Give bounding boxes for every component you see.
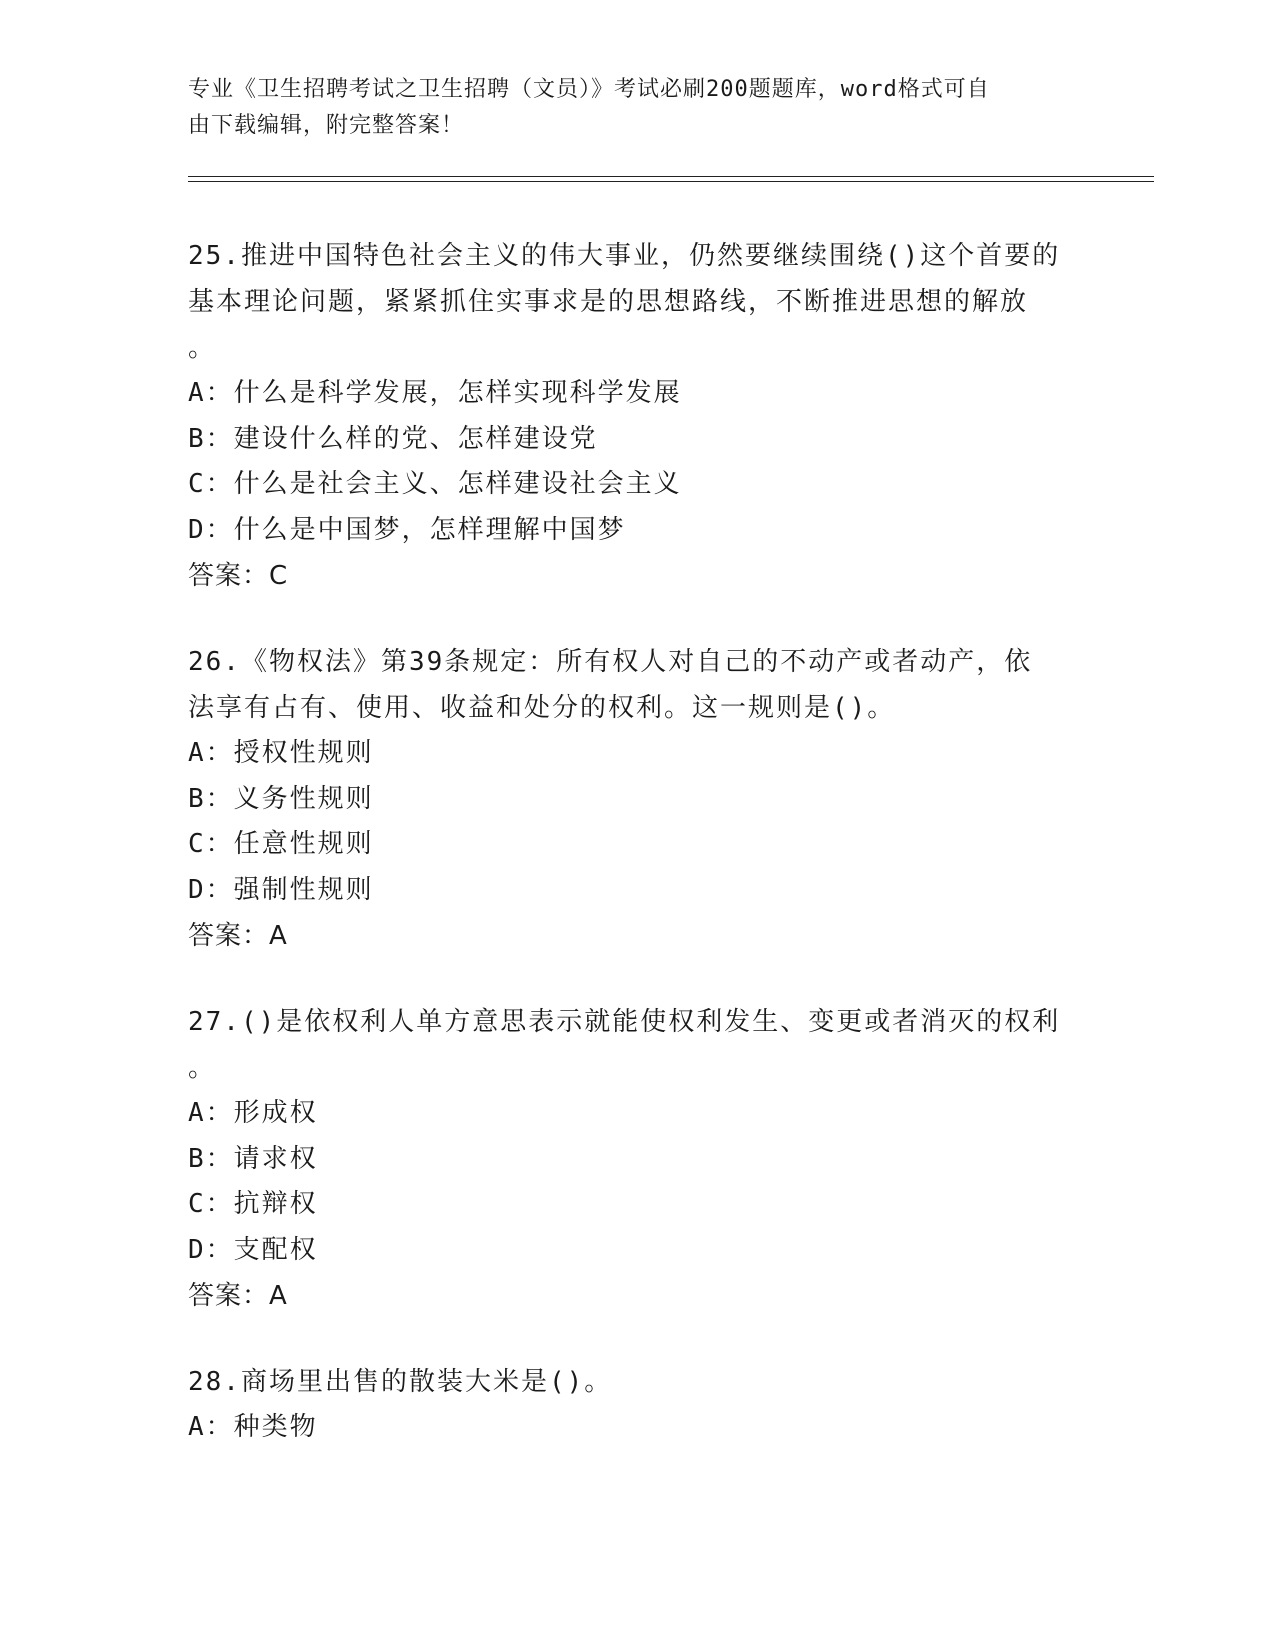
option-d: D：什么是中国梦，怎样理解中国梦 bbox=[188, 514, 626, 545]
question-text bbox=[188, 233, 1088, 371]
question-text-line: 基本理论问题，紧紧抓住实事求是的思想路线，不断推进思想的解放 bbox=[188, 287, 1029, 317]
header-line-2: 由下载编辑，附完整答案！ bbox=[188, 113, 465, 138]
option-a: A：种类物 bbox=[188, 1412, 318, 1442]
answer: 答案：A bbox=[188, 921, 288, 951]
answer: 答案：A bbox=[188, 1281, 288, 1311]
question-text-line: 。 bbox=[188, 333, 217, 363]
header-divider-bottom bbox=[188, 181, 1154, 182]
question-text-line: 27.()是依权利人单方意思表示就能使权利发生、变更或者消灭的权利 bbox=[188, 1007, 1061, 1037]
question-text-line: 25.推进中国特色社会主义的伟大事业，仍然要继续围绕()这个首要的 bbox=[188, 241, 1061, 271]
option-d: D：强制性规则 bbox=[188, 874, 374, 905]
question-list bbox=[188, 233, 1088, 1491]
question-27 bbox=[188, 999, 1088, 1319]
question-text-line: 法享有占有、使用、收益和处分的权利。这一规则是()。 bbox=[188, 693, 896, 723]
question-26 bbox=[188, 639, 1088, 959]
question-text-line: 26.《物权法》第39条规定：所有权人对自己的不动产或者动产，依 bbox=[188, 647, 1033, 677]
option-a: A：授权性规则 bbox=[188, 738, 374, 768]
answer: 答案：C bbox=[188, 561, 289, 591]
option-b: B：义务性规则 bbox=[188, 783, 374, 814]
option-d: D：支配权 bbox=[188, 1234, 318, 1265]
question-text-line: 28.商场里出售的散装大米是()。 bbox=[188, 1367, 613, 1397]
header-divider-top bbox=[188, 176, 1154, 177]
question-text bbox=[188, 639, 1088, 731]
question-text bbox=[188, 999, 1088, 1091]
option-a: A：什么是科学发展，怎样实现科学发展 bbox=[188, 378, 682, 408]
option-c: C：任意性规则 bbox=[188, 829, 374, 859]
document-header bbox=[188, 72, 1068, 144]
question-25 bbox=[188, 233, 1088, 599]
option-b: B：请求权 bbox=[188, 1143, 318, 1174]
header-line-1: 专业《卫生招聘考试之卫生招聘（文员）》考试必刷200题题库，word格式可自 bbox=[188, 77, 990, 102]
question-28 bbox=[188, 1359, 1088, 1451]
question-text-line: 。 bbox=[188, 1053, 217, 1083]
option-b: B：建设什么样的党、怎样建设党 bbox=[188, 423, 598, 454]
option-a: A：形成权 bbox=[188, 1098, 318, 1128]
question-text bbox=[188, 1359, 1088, 1405]
option-c: C：抗辩权 bbox=[188, 1189, 318, 1219]
option-c: C：什么是社会主义、怎样建设社会主义 bbox=[188, 469, 682, 499]
